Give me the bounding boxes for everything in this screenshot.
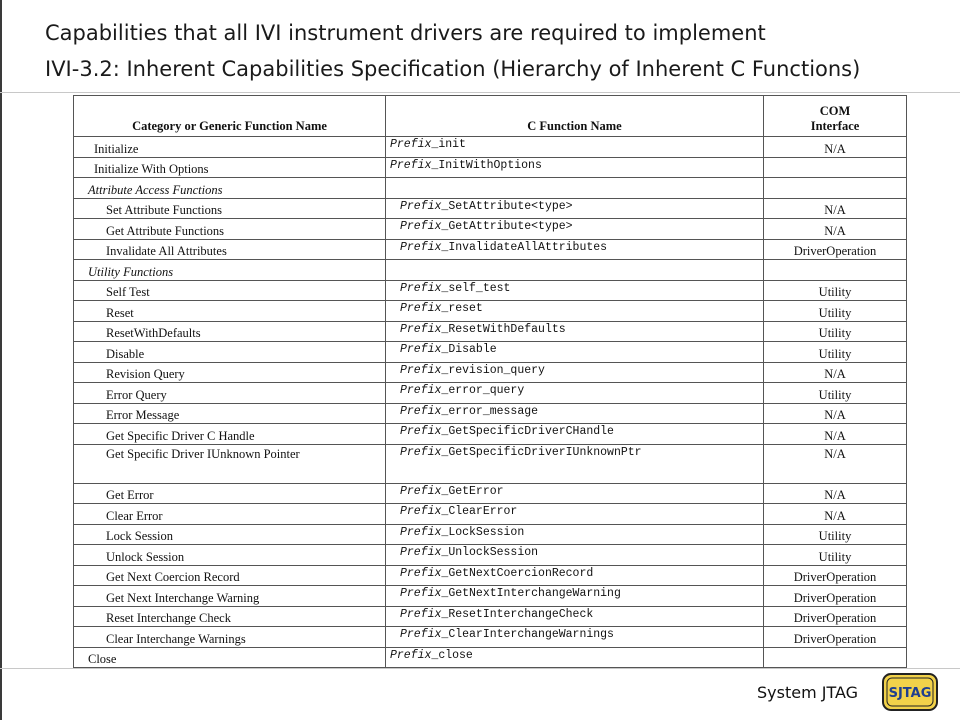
function-suffix: _reset (441, 302, 483, 315)
row-c-function (386, 504, 764, 525)
row-c-function (386, 362, 764, 383)
row-com-interface: N/A (764, 198, 907, 219)
row-c-function (386, 444, 764, 483)
function-prefix: Prefix (400, 302, 442, 315)
row-c-function (386, 342, 764, 363)
table-row (74, 321, 907, 342)
function-suffix: _error_query (441, 384, 525, 397)
row-name: Set Attribute Functions (74, 198, 386, 219)
function-prefix: Prefix (390, 138, 432, 151)
function-prefix: Prefix (400, 484, 442, 498)
header-divider (0, 92, 960, 93)
row-name: Reset (74, 301, 386, 322)
row-com-interface: N/A (764, 483, 907, 504)
row-com-interface: N/A (764, 137, 907, 158)
row-com-interface: N/A (764, 362, 907, 383)
function-suffix: _ClearInterchangeWarnings (441, 628, 614, 641)
function-prefix: Prefix (400, 546, 442, 559)
row-c-function (386, 178, 764, 199)
row-com-interface: N/A (764, 403, 907, 424)
function-suffix: _GetAttribute<type> (441, 220, 573, 233)
row-com-interface (764, 157, 907, 178)
function-prefix: Prefix (400, 505, 442, 518)
row-com-interface (764, 260, 907, 281)
row-c-function (386, 647, 764, 668)
table-row (74, 627, 907, 648)
function-prefix: Prefix (400, 363, 442, 377)
table-row (74, 524, 907, 545)
row-name: ResetWithDefaults (74, 321, 386, 342)
function-prefix: Prefix (400, 322, 442, 336)
row-com-interface: Utility (764, 383, 907, 404)
row-com-interface: Utility (764, 301, 907, 322)
table-row (74, 403, 907, 424)
row-c-function (386, 321, 764, 342)
row-name: Close (74, 647, 386, 668)
function-suffix: _GetError (441, 484, 504, 498)
row-com-interface: DriverOperation (764, 586, 907, 607)
function-suffix: _Disable (441, 343, 497, 356)
row-com-interface: Utility (764, 342, 907, 363)
row-name: Reset Interchange Check (74, 606, 386, 627)
row-c-function (386, 383, 764, 404)
header-c-function: C Function Name (386, 96, 764, 137)
row-c-function (386, 524, 764, 545)
table-row (74, 342, 907, 363)
row-c-function (386, 627, 764, 648)
row-name: Get Specific Driver IUnknown Pointer (74, 444, 386, 483)
row-name: Unlock Session (74, 545, 386, 566)
row-c-function (386, 260, 764, 281)
header-category: Category or Generic Function Name (74, 96, 386, 137)
row-name: Disable (74, 342, 386, 363)
row-c-function (386, 565, 764, 586)
row-com-interface: Utility (764, 280, 907, 301)
table-row (74, 219, 907, 240)
row-com-interface: N/A (764, 504, 907, 525)
row-c-function (386, 586, 764, 607)
function-suffix: _revision_query (441, 363, 545, 377)
table-row (74, 606, 907, 627)
row-name: Error Message (74, 403, 386, 424)
row-com-interface: DriverOperation (764, 565, 907, 586)
row-c-function (386, 219, 764, 240)
function-suffix: _init (431, 138, 466, 151)
row-name: Get Attribute Functions (74, 219, 386, 240)
row-name: Get Error (74, 483, 386, 504)
header-com-line2: Interface (810, 119, 860, 133)
row-name: Initialize (74, 137, 386, 158)
row-name: Self Test (74, 280, 386, 301)
row-com-interface: Utility (764, 524, 907, 545)
row-name: Clear Interchange Warnings (74, 627, 386, 648)
sjtag-logo (880, 670, 940, 714)
row-name: Revision Query (74, 362, 386, 383)
row-com-interface: N/A (764, 444, 907, 483)
row-c-function (386, 545, 764, 566)
function-suffix: _GetSpecificDriverIUnknownPtr (441, 445, 642, 459)
function-suffix: _LockSession (441, 525, 525, 539)
header-com-interface (764, 96, 907, 137)
table-row (74, 198, 907, 219)
function-prefix: Prefix (400, 343, 442, 356)
slide-title: Capabilities that all IVI instrument drivers are required to implement (45, 21, 766, 45)
table-row (74, 483, 907, 504)
row-c-function (386, 403, 764, 424)
row-com-interface: DriverOperation (764, 239, 907, 260)
row-com-interface: N/A (764, 424, 907, 445)
row-name: Error Query (74, 383, 386, 404)
left-edge-rule (0, 0, 2, 720)
table-row (74, 565, 907, 586)
function-suffix: _ResetWithDefaults (441, 322, 566, 336)
function-suffix: _InvalidateAllAttributes (441, 240, 608, 254)
table-row (74, 424, 907, 445)
function-suffix: _ResetInterchangeCheck (441, 607, 594, 621)
row-name: Invalidate All Attributes (74, 239, 386, 260)
table-row (74, 280, 907, 301)
function-prefix: Prefix (400, 628, 442, 641)
function-prefix: Prefix (400, 220, 442, 233)
row-category-name: Attribute Access Functions (74, 178, 386, 199)
row-c-function (386, 157, 764, 178)
function-prefix: Prefix (400, 281, 442, 295)
function-prefix: Prefix (390, 158, 432, 172)
table-row (74, 647, 907, 668)
table-row (74, 444, 907, 483)
table-row (74, 545, 907, 566)
row-com-interface: Utility (764, 321, 907, 342)
header-com-line1: COM (819, 104, 851, 118)
row-name: Get Next Coercion Record (74, 565, 386, 586)
table-row (74, 239, 907, 260)
function-prefix: Prefix (400, 525, 442, 539)
row-c-function (386, 280, 764, 301)
row-com-interface: Utility (764, 545, 907, 566)
function-prefix: Prefix (400, 240, 442, 254)
function-suffix: _error_message (441, 404, 539, 418)
function-suffix: _close (431, 648, 473, 662)
table-row (74, 301, 907, 322)
row-name: Get Specific Driver C Handle (74, 424, 386, 445)
row-c-function (386, 483, 764, 504)
row-c-function (386, 606, 764, 627)
row-com-interface: DriverOperation (764, 627, 907, 648)
table-row (74, 362, 907, 383)
row-com-interface: DriverOperation (764, 606, 907, 627)
function-suffix: _ClearError (441, 505, 518, 518)
row-com-interface: N/A (764, 219, 907, 240)
row-category-name: Utility Functions (74, 260, 386, 281)
function-suffix: _self_test (441, 281, 511, 295)
function-suffix: _GetSpecificDriverCHandle (441, 425, 614, 438)
row-name: Initialize With Options (74, 157, 386, 178)
row-name: Clear Error (74, 504, 386, 525)
row-c-function (386, 424, 764, 445)
row-c-function (386, 198, 764, 219)
table-row-category (74, 178, 907, 199)
capabilities-table (73, 95, 907, 668)
row-c-function (386, 301, 764, 322)
function-suffix: _SetAttribute<type> (441, 199, 573, 213)
footer-divider (0, 668, 960, 669)
table-row (74, 383, 907, 404)
function-prefix: Prefix (400, 566, 442, 580)
row-name: Get Next Interchange Warning (74, 586, 386, 607)
table-row-category (74, 260, 907, 281)
function-prefix: Prefix (400, 607, 442, 621)
table-row (74, 504, 907, 525)
function-prefix: Prefix (400, 445, 442, 459)
footer-label: System JTAG (757, 683, 859, 702)
function-prefix: Prefix (400, 199, 442, 213)
row-name: Lock Session (74, 524, 386, 545)
function-prefix: Prefix (400, 425, 442, 438)
row-c-function (386, 239, 764, 260)
function-prefix: Prefix (390, 648, 432, 662)
table-row (74, 137, 907, 158)
table-row (74, 157, 907, 178)
function-prefix: Prefix (400, 384, 442, 397)
function-suffix: _GetNextInterchangeWarning (441, 587, 621, 600)
slide-subtitle: IVI-3.2: Inherent Capabilities Specification (Hierarchy of Inherent C Functions) (45, 57, 861, 81)
function-prefix: Prefix (400, 587, 442, 600)
function-suffix: _GetNextCoercionRecord (441, 566, 594, 580)
function-prefix: Prefix (400, 404, 442, 418)
function-suffix: _InitWithOptions (431, 158, 542, 172)
function-suffix: _UnlockSession (441, 546, 539, 559)
logo-text: SJTAG (888, 686, 932, 701)
row-com-interface (764, 647, 907, 668)
row-com-interface (764, 178, 907, 199)
table-header-row (74, 96, 907, 137)
table-row (74, 586, 907, 607)
row-c-function (386, 137, 764, 158)
